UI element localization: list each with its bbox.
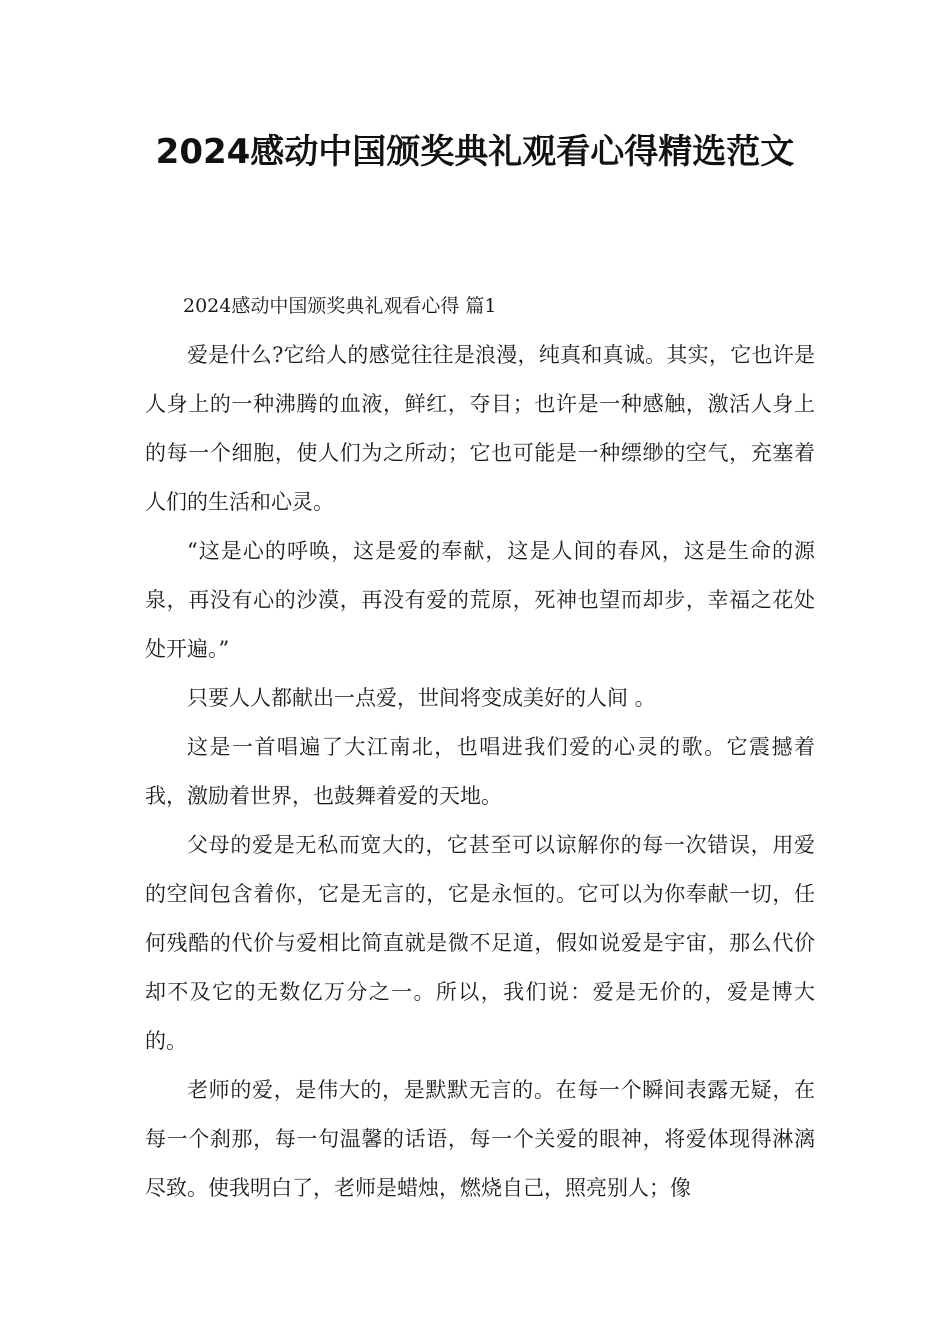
paragraph: 父母的爱是无私而宽大的，它甚至可以谅解你的每一次错误，用爱的空间包含着你，它是无言的，它是永恒的。它可以为你奉献一切，任何残酷的代价与爱相比简直就是微不足道，假如说爱是宇宙，那么代价却不及它的无数亿万分之一。所以，我们说：爱是无价的，爱是博大的。 xyxy=(145,833,815,1053)
paragraph: 爱是什么?它给人的感觉往往是浪漫，纯真和真诚。其实，它也许是人身上的一种沸腾的血液，鲜红，夺目；也许是一种感触，激活人身上的每一个细胞，使人们为之所动；它也可能是一种缥缈的空气，充塞着人们的生活和心灵。 xyxy=(145,343,815,514)
document-title: 2024感动中国颁奖典礼观看心得精选范文 xyxy=(155,132,795,172)
document-body xyxy=(145,282,815,1213)
paragraph: 这是一首唱遍了大江南北，也唱进我们爱的心灵的歌。它震撼着我，激励着世界，也鼓舞着爱的天地。 xyxy=(145,735,815,808)
section-heading: 2024感动中国颁奖典礼观看心得 篇1 xyxy=(183,295,497,317)
paragraph: 只要人人都献出一点爱，世间将变成美好的人间 。 xyxy=(187,686,656,710)
paragraph: “这是心的呼唤，这是爱的奉献，这是人间的春风，这是生命的源泉，再没有心的沙漠，再没有爱的荒原，死神也望而却步，幸福之花处处开遍。” xyxy=(145,539,815,661)
paragraph: 老师的爱，是伟大的，是默默无言的。在每一个瞬间表露无疑，在每一个刹那，每一句温馨的话语，每一个关爱的眼神，将爱体现得淋漓尽致。使我明白了，老师是蜡烛，燃烧自己，照亮别人；像 xyxy=(145,1078,815,1200)
